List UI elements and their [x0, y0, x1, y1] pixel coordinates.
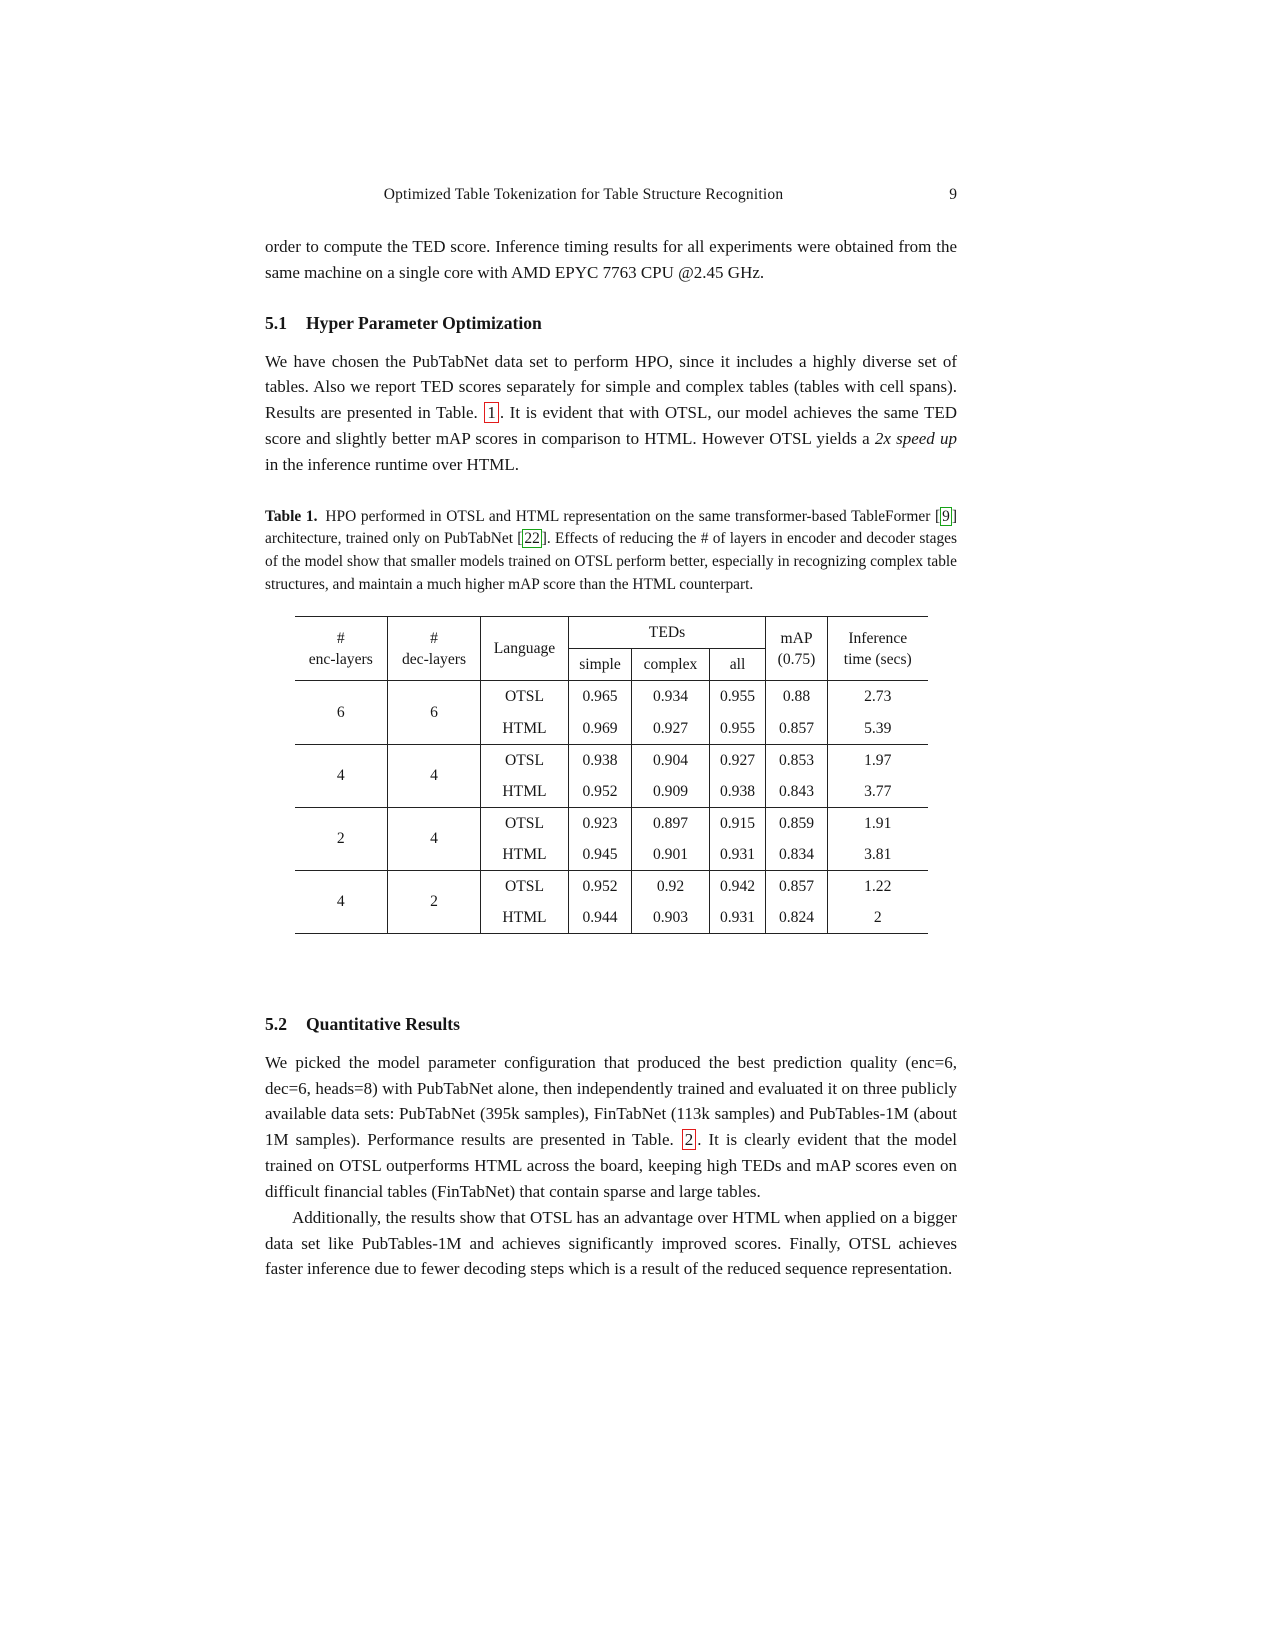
cell-map: 0.824: [766, 902, 828, 934]
map-label: mAP: [780, 629, 813, 647]
cell-enc-layers: 2: [295, 807, 388, 870]
section-5-1-heading: [265, 313, 957, 334]
section-5-1-title: Hyper Parameter Optimization: [306, 312, 542, 333]
table-1-caption: [265, 506, 957, 597]
cell-inference-time: 1.97: [828, 744, 928, 776]
col-header-map: [766, 617, 828, 681]
section-5-2-heading: [265, 1014, 957, 1035]
cell-teds-complex: 0.909: [632, 776, 710, 808]
map-threshold-label: (0.75): [777, 650, 816, 668]
text-segment: ]. Effects of reducing the # of layers in encoder and decoder stages of the model show that smaller models trained on OTSL perform better, especially in recognizing complex table structures, and maintain a much higher mAP score than the HTML counterpart.: [265, 530, 957, 593]
cell-language: HTML: [481, 839, 569, 871]
col-header-language: Language: [481, 617, 569, 681]
cell-map: 0.853: [766, 744, 828, 776]
citation-9-link[interactable]: 9: [942, 507, 950, 525]
table-row: [295, 870, 928, 902]
col-header-teds: TEDs: [569, 617, 766, 649]
table-1-reference-link[interactable]: 1: [484, 402, 499, 423]
cell-language: HTML: [481, 776, 569, 808]
cell-language: OTSL: [481, 681, 569, 713]
cell-teds-simple: 0.945: [569, 839, 632, 871]
hash-symbol: #: [336, 629, 345, 647]
cell-teds-simple: 0.952: [569, 776, 632, 808]
cell-teds-complex: 0.927: [632, 713, 710, 745]
cell-language: HTML: [481, 713, 569, 745]
text-segment: ] architecture, trained only on PubTabNet [: [265, 507, 957, 548]
text-segment: in the inference runtime over HTML.: [265, 454, 519, 474]
cell-teds-all: 0.915: [710, 807, 766, 839]
col-header-simple: simple: [569, 649, 632, 681]
cell-teds-simple: 0.969: [569, 713, 632, 745]
emphasis-2x-speed-up: 2x speed up: [874, 429, 957, 449]
cell-map: 0.857: [766, 870, 828, 902]
col-header-inference: [828, 617, 928, 681]
table-row: [295, 681, 928, 713]
running-head-title: Optimized Table Tokenization for Table Structure Recognition: [383, 186, 784, 203]
table-1-caption-label: Table 1.: [265, 507, 318, 525]
text-segment: We have chosen the PubTabNet data set to perform HPO, since it includes a highly diverse set of tables. Also we report TED scores separately for simple and complex tables (tables with cell spans). Results are presented in Table.: [265, 351, 957, 423]
cell-teds-all: 0.942: [710, 870, 766, 902]
col-header-enc-layers: [295, 617, 388, 681]
cell-inference-time: 1.22: [828, 870, 928, 902]
cell-enc-layers: 4: [295, 870, 388, 933]
cell-inference-time: 2.73: [828, 681, 928, 713]
cell-inference-time: 3.81: [864, 845, 892, 863]
inference-label: Inference: [848, 629, 908, 647]
cell-dec-layers: 2: [388, 870, 481, 933]
cell-enc-layers: 4: [295, 744, 388, 807]
page-number: 9: [949, 186, 957, 203]
citation-22-link[interactable]: 22: [524, 530, 540, 548]
cell-teds-all: 0.955: [710, 713, 766, 745]
paragraph-intro: order to compute the TED score. Inference timing results for all experiments were obtained from the same machine on a single core with AMD EPYC 7763 CPU @2.45 GHz.: [265, 237, 957, 282]
paper-page: [265, 0, 957, 1282]
cell-teds-all: 0.927: [710, 744, 766, 776]
cell-language: HTML: [481, 902, 569, 934]
cell-inference-time: 2: [873, 908, 882, 926]
text-segment: . It is clearly evident that the model trained on OTSL outperforms HTML across the board, keeping high TEDs and mAP scores even on difficult financial tables (FinTabNet) that contain sparse and large tables.: [265, 1130, 957, 1201]
enc-layers-label: enc-layers: [308, 650, 373, 668]
cell-dec-layers: 4: [388, 807, 481, 870]
section-5-1-number: 5.1: [265, 312, 287, 333]
cell-teds-all: 0.931: [710, 839, 766, 871]
cell-teds-all: 0.931: [710, 902, 766, 934]
section-5-2-number: 5.2: [265, 1013, 287, 1034]
col-header-complex: complex: [632, 649, 710, 681]
cell-language: OTSL: [481, 807, 569, 839]
text-segment: . It is evident that with OTSL, our model achieves the same TED score and slightly better mAP scores in comparison to HTML. However OTSL yields a: [265, 403, 957, 449]
cell-map: 0.859: [766, 807, 828, 839]
paragraph-5-2-second: Additionally, the results show that OTSL has an advantage over HTML when applied on a bigger data set like PubTables-1M and achieves significantly improved scores. Finally, OTSL achieves faster inference due to fewer decoding steps which is a result of the reduced sequence representation.: [265, 1207, 957, 1279]
text-segment: We picked the model parameter configuration that produced the best prediction quality (enc=6, dec=6, heads=8) with PubTabNet alone, then independently trained and evaluated it on three publicly available data sets: PubTabNet (395k samples), FinTabNet (113k samples) and PubTables-1M (about 1M samples). Performance results are presented in Table.: [265, 1052, 957, 1150]
cell-teds-complex: 0.901: [632, 839, 710, 871]
table-1-header-row-1: [295, 617, 928, 649]
cell-inference-time: 1.91: [828, 807, 928, 839]
cell-teds-complex: 0.903: [632, 902, 710, 934]
col-header-dec-layers: [388, 617, 481, 681]
cell-enc-layers: 6: [295, 681, 388, 744]
cell-teds-complex: 0.897: [632, 807, 710, 839]
cell-map: 0.857: [766, 713, 828, 745]
col-header-all: all: [710, 649, 766, 681]
table-row: [295, 744, 928, 776]
cell-teds-simple: 0.944: [569, 902, 632, 934]
cell-language: OTSL: [481, 744, 569, 776]
text-segment: HPO performed in OTSL and HTML representation on the same transformer-based TableFormer [: [325, 507, 941, 525]
cell-language: OTSL: [481, 870, 569, 902]
cell-map: 0.834: [766, 839, 828, 871]
cell-teds-complex: 0.92: [632, 870, 710, 902]
cell-teds-complex: 0.934: [632, 681, 710, 713]
cell-map: 0.843: [766, 776, 828, 808]
cell-teds-simple: 0.965: [569, 681, 632, 713]
cell-teds-complex: 0.904: [632, 744, 710, 776]
cell-map: 0.88: [766, 681, 828, 713]
table-1: [295, 616, 928, 933]
cell-teds-all: 0.955: [710, 681, 766, 713]
cell-dec-layers: 6: [388, 681, 481, 744]
hash-symbol: #: [430, 629, 438, 647]
table-row: [295, 807, 928, 839]
cell-teds-simple: 0.923: [569, 807, 632, 839]
cell-teds-simple: 0.938: [569, 744, 632, 776]
paragraph-5-1: [265, 349, 957, 478]
cell-inference-time: 3.77: [864, 782, 892, 800]
table-2-reference-link[interactable]: 2: [682, 1129, 697, 1150]
cell-teds-simple: 0.952: [569, 870, 632, 902]
dec-layers-label: dec-layers: [401, 650, 467, 668]
paragraph-5-2-first: [265, 1050, 957, 1205]
cell-inference-time: 5.39: [864, 719, 892, 737]
running-head: [265, 186, 957, 204]
section-5-2-title: Quantitative Results: [306, 1013, 460, 1034]
cell-teds-all: 0.938: [710, 776, 766, 808]
inference-unit-label: time (secs): [843, 650, 912, 668]
cell-dec-layers: 4: [388, 744, 481, 807]
